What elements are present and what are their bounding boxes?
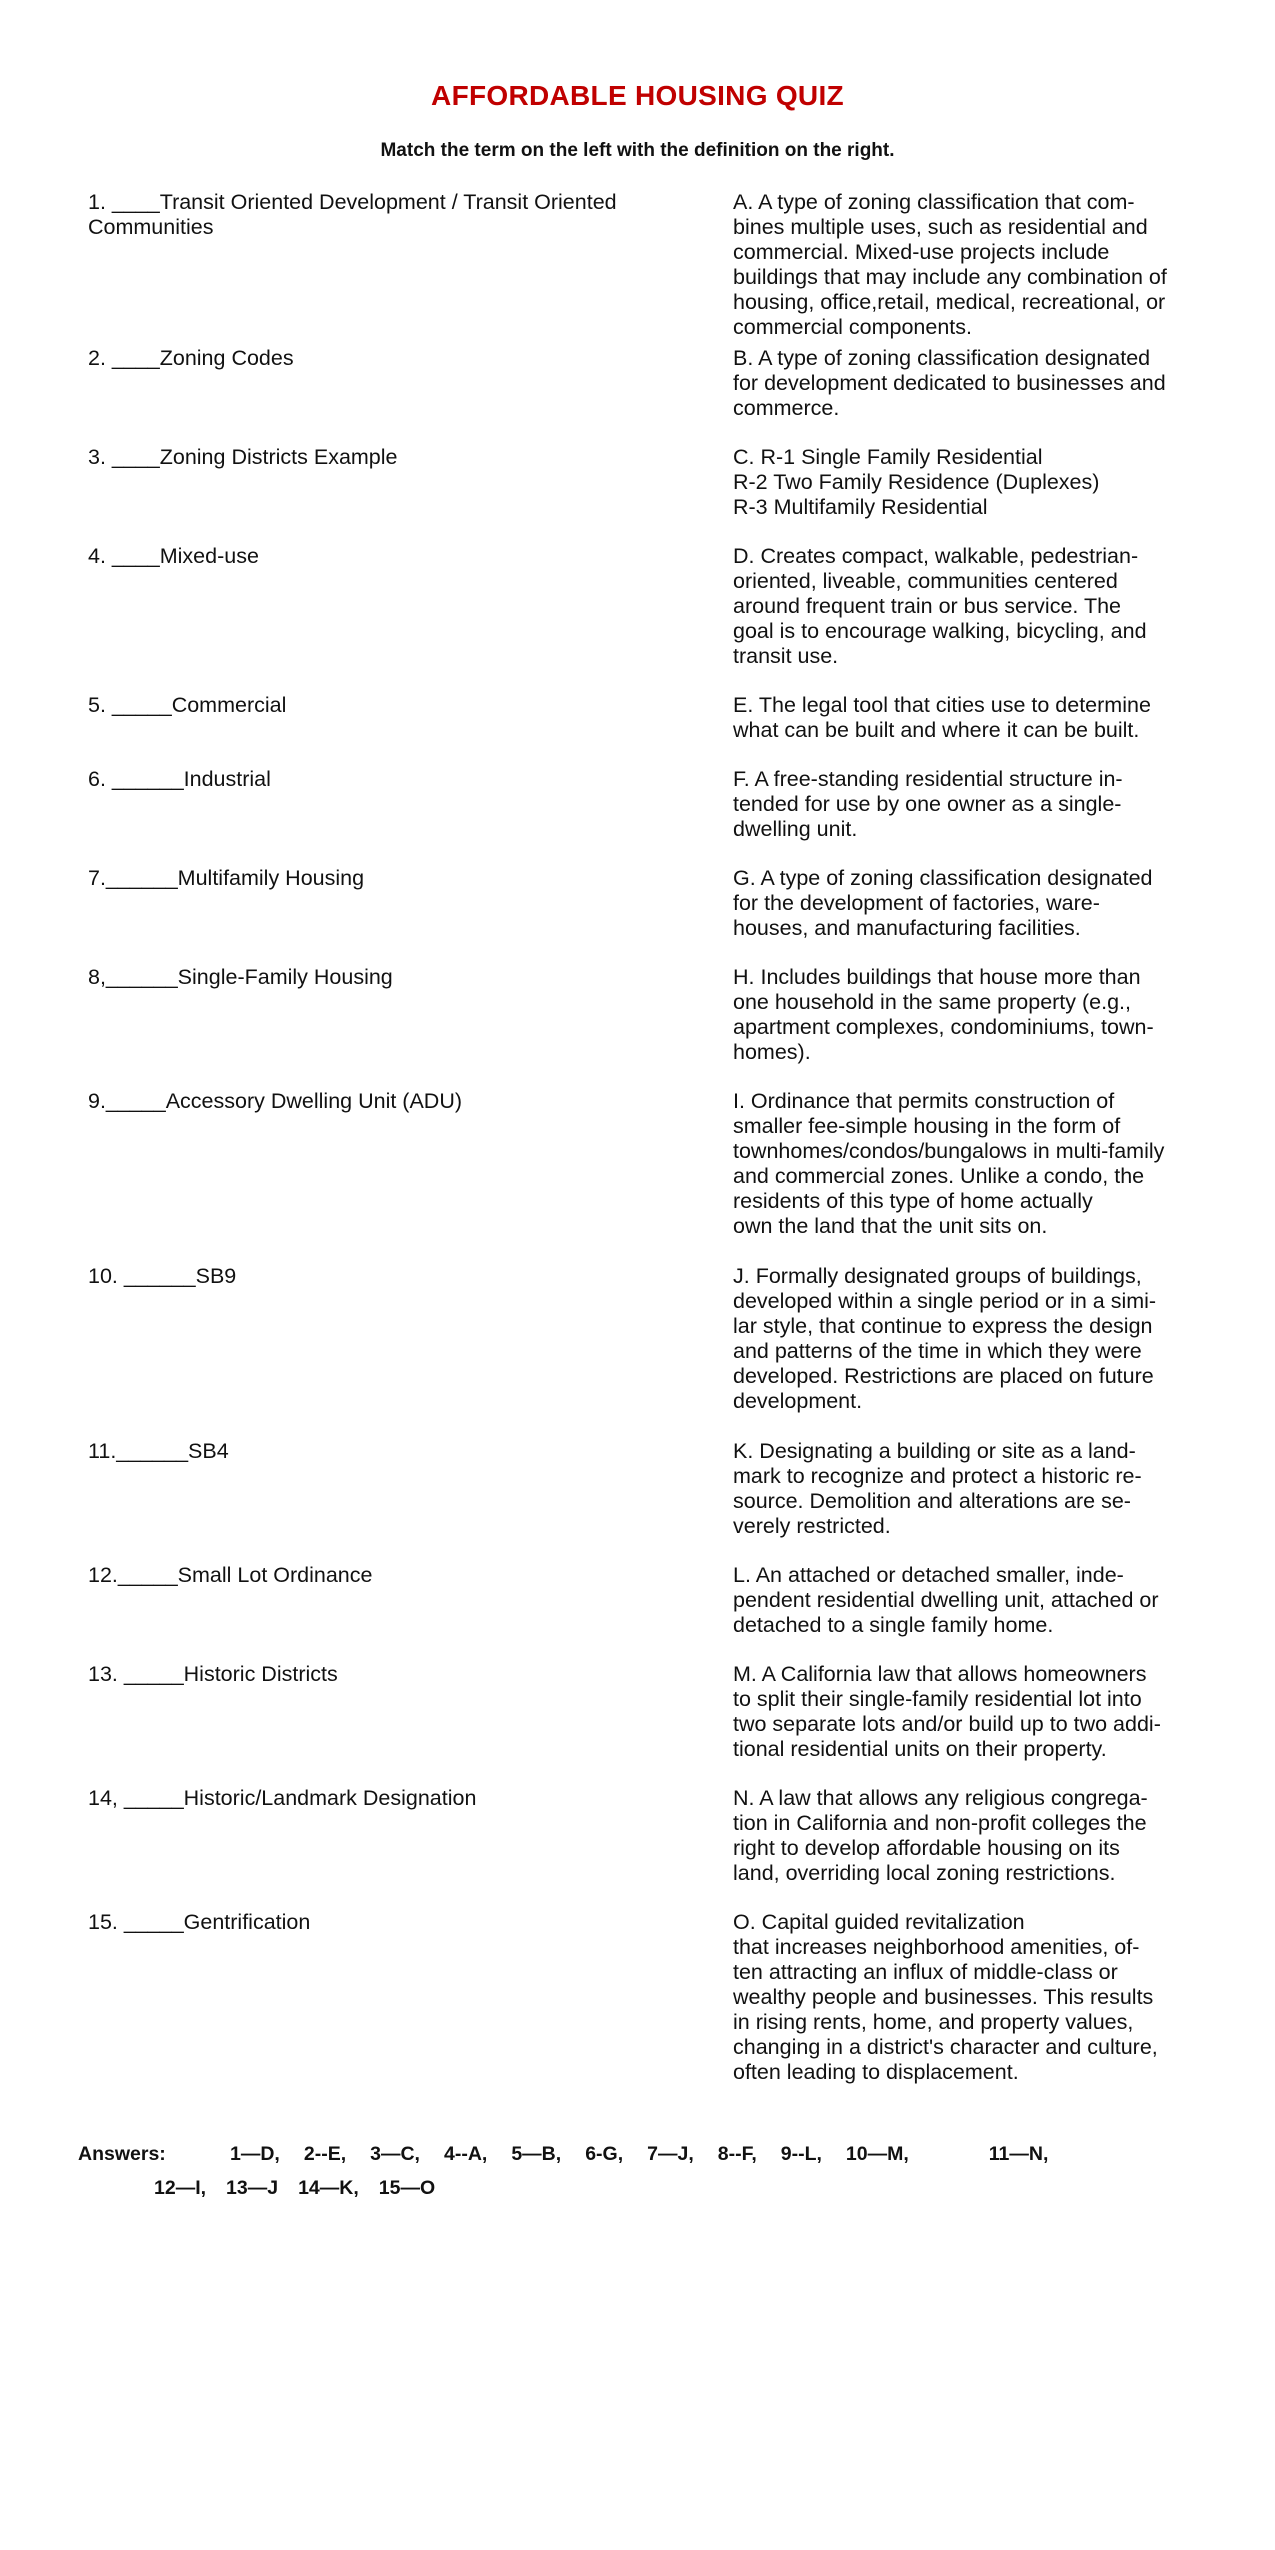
page-title: AFFORDABLE HOUSING QUIZ [431,80,844,111]
quiz-row [88,1662,1208,1786]
answer-item: 14—K, [298,2177,359,2199]
definition: I. Ordinance that permits construction of smaller fee-simple housing in the form of townhomes/condos/bungalows in multi-family and commercial zones. Unlike a condo, the residents of this type of home actually own the land that the unit sits on. [733,1089,1165,1238]
quiz-row [88,190,1208,346]
quiz-row [88,1910,1208,2090]
term: 1. ____Transit Oriented Development / Transit Oriented Communities [88,190,623,239]
answer-key [78,2137,1198,2205]
quiz-row [88,965,1208,1089]
answer-item: 5—B, [511,2143,562,2165]
answer-item: 7—J, [647,2143,694,2165]
term: 10. ______SB9 [88,1264,237,1288]
definition: G. A type of zoning classification designated for the development of factories, ware- houses, and manufacturing facilities. [733,866,1153,940]
quiz-row [88,544,1208,693]
quiz-row [88,1264,1208,1439]
answer-item: 2--E, [303,2143,347,2165]
term: 6. ______Industrial [88,767,271,791]
answer-item: 9--L, [780,2143,822,2165]
term: 12._____Small Lot Ordinance [88,1563,373,1587]
definition: H. Includes buildings that house more than one household in the same property (e.g., apartment complexes, condominiums, town- homes). [733,965,1154,1064]
term: 8,______Single-Family Housing [88,965,393,989]
term: 9._____Accessory Dwelling Unit (ADU) [88,1089,463,1113]
definition: F. A free-standing residential structure in- tended for use by one owner as a single- dwelling unit. [733,767,1123,841]
term: 7.______Multifamily Housing [88,866,365,890]
definition: O. Capital guided revitalization that increases neighborhood amenities, of- ten attracting an influx of middle-class or wealthy people and businesses. This results in rising rents, home, and property values, changing in a district's character and culture, often leading to displacement. [733,1910,1158,2084]
quiz-row [88,693,1208,767]
answer-item: 3—C, [370,2143,420,2165]
definition: E. The legal tool that cities use to determine what can be built and where it can be built. [733,693,1151,742]
term: 3. ____Zoning Districts Example [88,445,398,469]
quiz-row [88,346,1208,445]
definition: K. Designating a building or site as a land- mark to recognize and protect a historic re- source. Demolition and alterations are se- verely restricted. [733,1439,1142,1538]
definition: M. A California law that allows homeowners to split their single-family residential lot into two separate lots and/or build up to two addi- tional residential units on their property. [733,1662,1161,1761]
answer-item: 1—D, [230,2143,280,2165]
definition: N. A law that allows any religious congrega- tion in California and non-profit colleges the right to develop affordable housing on its land, overriding local zoning restrictions. [733,1786,1148,1885]
term: 11.______SB4 [88,1439,229,1463]
definition: D. Creates compact, walkable, pedestrian- oriented, liveable, communities centered around frequent train or bus service. The goal is to encourage walking, bicycling, and transit use. [733,544,1147,668]
definition: C. R-1 Single Family Residential R-2 Two Family Residence (Duplexes) R-3 Multifamily Residential [733,445,1100,519]
answer-item: 4--A, [443,2143,488,2165]
answer-key-line [78,2171,1198,2205]
quiz-row [88,866,1208,965]
quiz-row [88,445,1208,544]
answer-key-line [78,2137,1198,2171]
quiz-row [88,1439,1208,1563]
answer-key-label: Answers: [78,2143,166,2165]
answer-item: 11—N, [988,2143,1049,2165]
term: 15. _____Gentrification [88,1910,311,1934]
term: 2. ____Zoning Codes [88,346,294,370]
answer-item: 15—O [378,2177,436,2199]
answer-item: 12—I, [154,2177,207,2199]
instructions: Match the term on the left with the definition on the right. [380,140,895,161]
quiz-items [88,190,1208,2090]
term: 13. _____Historic Districts [88,1662,338,1686]
answer-item: 6-G, [585,2143,624,2165]
term: 5. _____Commercial [88,693,287,717]
quiz-row [88,767,1208,866]
definition: A. A type of zoning classification that com- bines multiple uses, such as residential and commercial. Mixed-use projects include buildings that may include any combination of housing, office,retail, medical, recreational, or commercial components. [733,190,1167,339]
answer-item: 13—J [226,2177,279,2199]
term: 14, _____Historic/Landmark Designation [88,1786,477,1810]
quiz-row [88,1786,1208,1910]
definition: J. Formally designated groups of buildings, developed within a single period or in a simi- lar style, that continue to express the design and patterns of the time in which they were developed. Restrictions are placed on future development. [733,1264,1157,1413]
term: 4. ____Mixed-use [88,544,259,568]
definition: L. An attached or detached smaller, inde- pendent residential dwelling unit, attached or detached to a single family home. [733,1563,1159,1637]
answer-item: 10—M, [845,2143,909,2165]
definition: B. A type of zoning classification designated for development dedicated to businesses and commerce. [733,346,1166,420]
quiz-row [88,1563,1208,1662]
answer-item: 8--F, [717,2143,757,2165]
quiz-row [88,1089,1208,1264]
